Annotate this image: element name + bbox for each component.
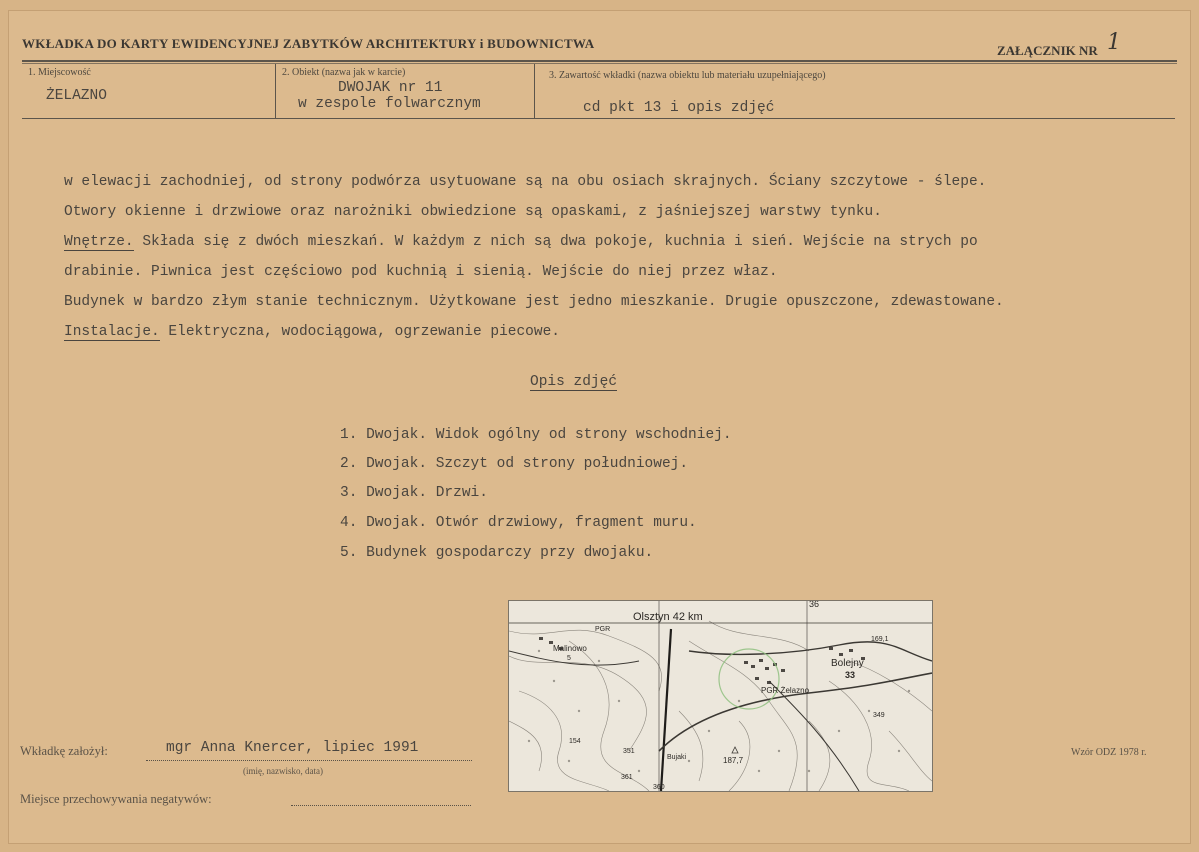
photo-item-4: 4. Dwojak. Otwór drzwiowy, fragment muru. bbox=[340, 515, 697, 531]
form-title: WKŁADKA DO KARTY EWIDENCYJNEJ ZABYTKÓW ARCHITEKTURY i BUDOWNICTWA bbox=[22, 36, 595, 51]
map-label-height-351: 351 bbox=[623, 748, 635, 755]
object-value-line1: DWOJAK nr 11 bbox=[338, 80, 443, 96]
interior-heading: Wnętrze. bbox=[64, 234, 134, 250]
map-label-pgr: PGR bbox=[595, 626, 611, 633]
created-by-dotline bbox=[146, 760, 472, 761]
map-label-height-187: 187,7 bbox=[723, 756, 744, 765]
contents-label: 3. Zawartość wkładki (nazwa obiektu lub materiału uzupełniającego) bbox=[549, 70, 826, 81]
map-label-malinowo: Malinowo bbox=[553, 644, 587, 653]
attachment-label: ZAŁĄCZNIK NR bbox=[997, 43, 1098, 58]
negatives-storage-dotline bbox=[291, 805, 471, 806]
installations-heading: Instalacje. bbox=[64, 324, 160, 340]
map-label-olsztyn: Olsztyn 42 km bbox=[633, 611, 703, 623]
map-label-height-5: 5 bbox=[567, 655, 571, 662]
map-label-height-360: 360 bbox=[653, 784, 665, 791]
created-by-label: Wkładkę założył: bbox=[20, 744, 108, 758]
map-label-grid: 36 bbox=[809, 601, 820, 609]
created-by-value: mgr Anna Knercer, lipiec 1991 bbox=[166, 740, 419, 756]
photo-item-3: 3. Dwojak. Drzwi. bbox=[340, 485, 488, 501]
header-rule bbox=[22, 60, 1177, 62]
body-line-1: w elewacji zachodniej, od strony podwórza usytuowane są na obu osiach skrajnych. Ściany szczytowe - ślepe. bbox=[64, 174, 987, 190]
photo-item-2: 2. Dwojak. Szczyt od strony południowej. bbox=[340, 456, 689, 472]
map-label-height-33: 33 bbox=[845, 670, 856, 680]
object-value-line2: w zespole folwarcznym bbox=[298, 96, 481, 112]
map-label-pgr-zelazno: PGR Żelazno bbox=[761, 686, 810, 695]
column-separator bbox=[275, 64, 276, 118]
topographic-map-image bbox=[509, 601, 932, 791]
body-line-6-text: Elektryczna, wodociągowa, ogrzewanie piecowe. bbox=[168, 324, 560, 340]
body-line-6 bbox=[64, 324, 560, 340]
attachment-number-value: 1 bbox=[1107, 30, 1122, 55]
locality-value: ŻELAZNO bbox=[46, 88, 107, 104]
form-code: Wzór ODZ 1978 r. bbox=[1071, 747, 1147, 758]
created-by-hint: (imię, nazwisko, data) bbox=[243, 766, 323, 776]
object-label: 2. Obiekt (nazwa jak w karcie) bbox=[282, 67, 406, 78]
attachment-number bbox=[997, 30, 1122, 61]
map-label-height-349: 349 bbox=[873, 712, 885, 719]
body-line-2: Otwory okienne i drzwiowe oraz narożniki obwiedzione są opaskami, z jaśniejszej warstwy tynku. bbox=[64, 204, 882, 220]
body-line-5: Budynek w bardzo złym stanie technicznym. Użytkowane jest jedno mieszkanie. Drugie opuszczone, zdewastowane. bbox=[64, 294, 1004, 310]
contents-value: cd pkt 13 i opis zdjęć bbox=[583, 100, 775, 116]
body-line-3-text: Składa się z dwóch mieszkań. W każdym z nich są dwa pokoje, kuchnia i sień. Wejście na strych po bbox=[142, 234, 978, 250]
column-separator bbox=[534, 64, 535, 118]
map-label-bujaki: Bujaki bbox=[667, 754, 687, 761]
photo-item-5: 5. Budynek gospodarczy przy dwojaku. bbox=[340, 545, 654, 561]
map-label-height-169: 169,1 bbox=[871, 636, 889, 643]
fields-rule bbox=[22, 118, 1175, 119]
locality-label: 1. Miejscowość bbox=[28, 67, 91, 78]
location-map bbox=[508, 600, 933, 792]
header-rule-thin bbox=[22, 63, 1177, 64]
map-label-bolejny: Bolejny bbox=[831, 658, 864, 669]
map-label-height-154: 154 bbox=[569, 738, 581, 745]
map-label-height-361: 361 bbox=[621, 774, 633, 781]
body-line-3 bbox=[64, 234, 978, 250]
body-line-4: drabinie. Piwnica jest częściowo pod kuchnią i sienią. Wejście do niej przez właz. bbox=[64, 264, 778, 280]
negatives-storage-label: Miejsce przechowywania negatywów: bbox=[20, 792, 212, 806]
photo-item-1: 1. Dwojak. Widok ogólny od strony wschodniej. bbox=[340, 427, 732, 443]
photos-heading: Opis zdjęć bbox=[530, 374, 618, 390]
